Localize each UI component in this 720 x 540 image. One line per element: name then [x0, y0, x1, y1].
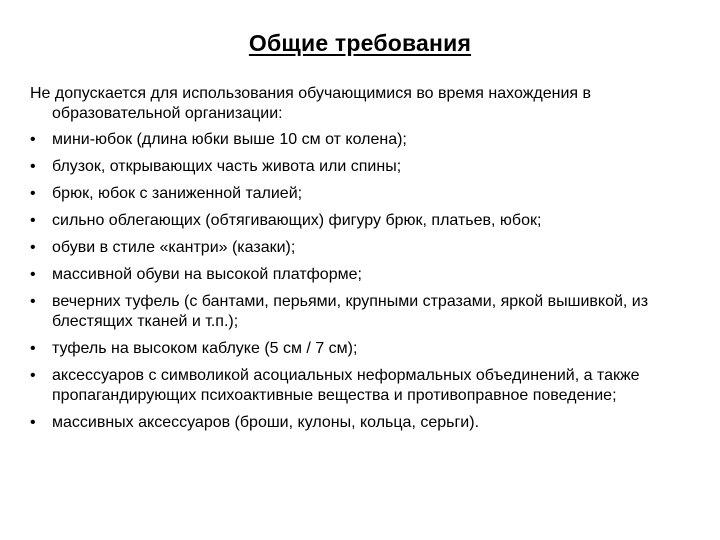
- list-item-text: туфель на высоком каблуке (5 см / 7 см);: [52, 340, 358, 357]
- list-item-text: мини-юбок (длина юбки выше 10 см от колена);: [52, 131, 407, 148]
- slide-body: [30, 84, 680, 440]
- bullet-icon: •: [30, 131, 36, 148]
- list-item: [30, 292, 680, 332]
- bullet-icon: •: [30, 414, 36, 431]
- list-item-text: брюк, юбок с заниженной талией;: [52, 185, 303, 202]
- bullet-icon: •: [30, 185, 36, 202]
- bullet-icon: •: [30, 239, 36, 256]
- bullet-icon: •: [30, 212, 36, 229]
- list-item-text: обуви в стиле «кантри» (казаки);: [52, 239, 296, 256]
- list-item-text: массивной обуви на высокой платформе;: [52, 266, 362, 283]
- list-item: [30, 413, 680, 433]
- list-item: [30, 366, 680, 406]
- list-item-text: аксессуаров с символикой асоциальных неформальных объединений, а также пропагандирующих психоактивные вещества и противоправное поведение;: [52, 367, 640, 404]
- bullet-icon: •: [30, 158, 36, 175]
- list-item: [30, 157, 680, 177]
- list-item: [30, 238, 680, 258]
- list-item: [30, 339, 680, 359]
- list-item-text: вечерних туфель (с бантами, перьями, крупными стразами, яркой вышивкой, из блестящих тканей и т.п.);: [52, 293, 649, 330]
- bullet-icon: •: [30, 367, 36, 384]
- list-item-text: массивных аксессуаров (броши, кулоны, кольца, серьги).: [52, 414, 480, 431]
- list-item: [30, 184, 680, 204]
- list-item-text: блузок, открывающих часть живота или спины;: [52, 158, 402, 175]
- list-item: [30, 130, 680, 150]
- list-item-text: сильно облегающих (обтягивающих) фигуру брюк, платьев, юбок;: [52, 212, 542, 229]
- bullet-icon: •: [30, 340, 36, 357]
- bullet-icon: •: [30, 293, 36, 310]
- bullet-icon: •: [30, 266, 36, 283]
- intro-text: Не допускается для использования обучающимися во время нахождения в образовательной организации:: [30, 85, 592, 122]
- slide-title: Общие требования: [248, 30, 472, 56]
- requirements-list: [30, 130, 680, 433]
- list-item: [30, 265, 680, 285]
- list-item: [30, 211, 680, 231]
